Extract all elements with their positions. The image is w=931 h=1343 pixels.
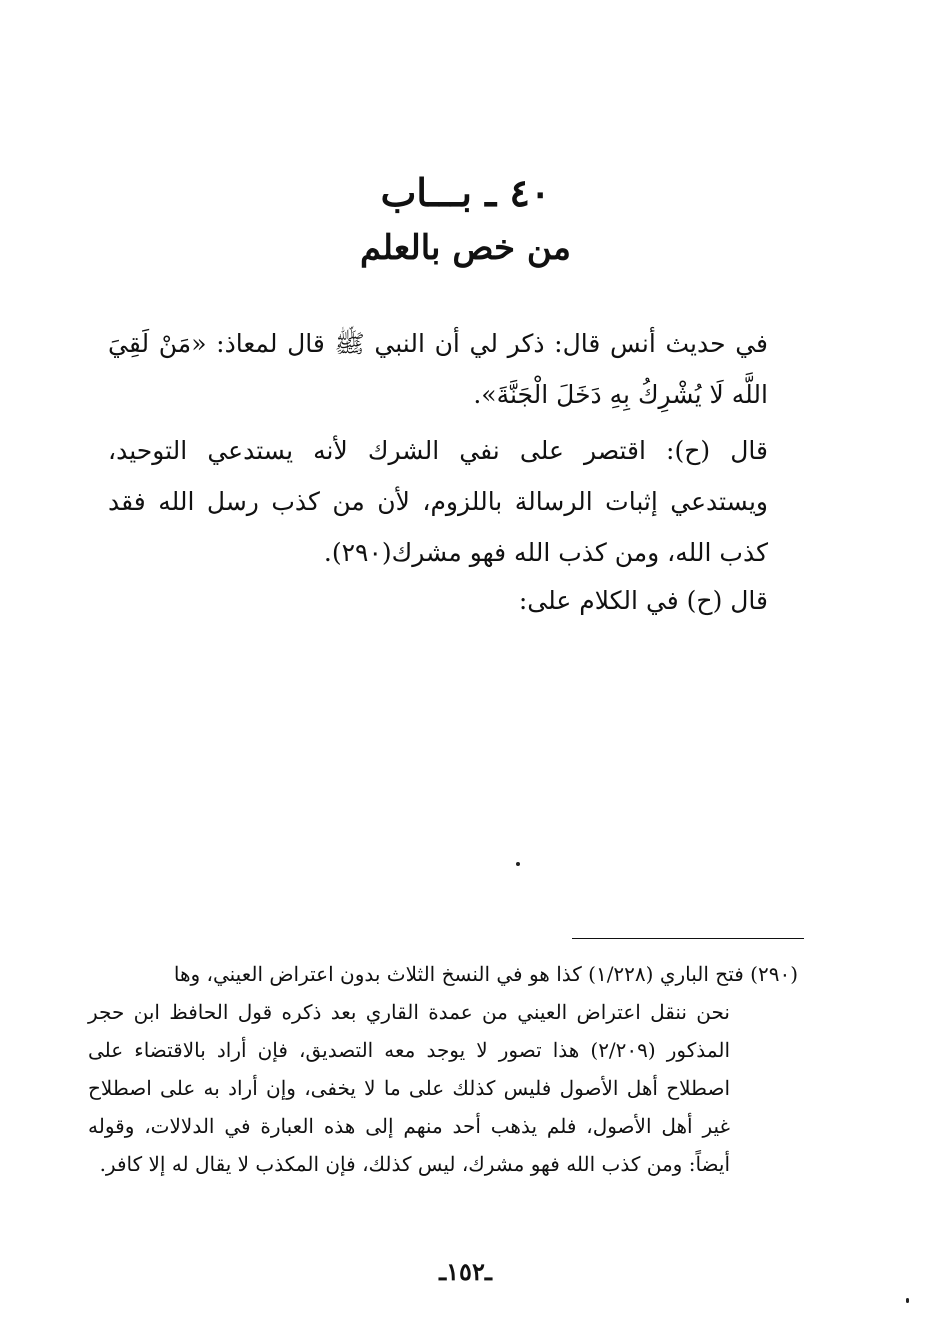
footnote xyxy=(88,955,798,1183)
paragraph-hadith: في حديث أنس قال: ذكر لي أن النبي ﷺ قال لمعاذ: «مَنْ لَقِيَ اللَّه لَا يُشْرِكُ بِهِ دَخَلَ الْجَنَّةَ». xyxy=(108,329,768,409)
paragraph-continuation: قال (ح) في الكلام على: xyxy=(518,586,768,615)
paragraph-commentary: قال (ح): اقتصر على نفي الشرك لأنه يستدعي التوحيد، ويستدعي إثبات الرسالة باللزوم، لأن من كذب رسل الله فقد كذب الله، ومن كذب الله فهو مشرك(٢٩٠). xyxy=(108,436,768,567)
footnote-body: نحن ننقل اعتراض العيني من عمدة القاري بعد ذكره قول الحافظ ابن حجر المذكور (٢/٢٠٩) هذا تصور لا يوجد معه التصديق، فإن أراد بالاقتضاء على اصطلاح أهل الأصول فليس كذلك على ما لا يخفى، وإن أراد به على اصطلاح غير أهل الأصول، فلم يذهب أحد منهم إلى هذه العبارة في الدلالات، وقوله أيضاً: ومن كذب الله فهو مشرك، ليس كذلك، فإن المكذب لا يقال له إلا كافر. xyxy=(88,1000,730,1176)
page-number: ـ١٥٢ـ xyxy=(439,1257,492,1286)
scan-speck xyxy=(906,1298,909,1303)
chapter-number: ٤٠ ـ بـــاب xyxy=(380,170,551,215)
chapter-title: من خص بالعلم xyxy=(360,228,571,268)
scan-speck xyxy=(516,862,520,866)
footnote-divider xyxy=(572,938,804,939)
footnote-first-line: (٢٩٠) فتح الباري (١/٢٢٨) كذا هو في النسخ الثلاث بدون اعتراض العيني، وها xyxy=(173,962,798,986)
